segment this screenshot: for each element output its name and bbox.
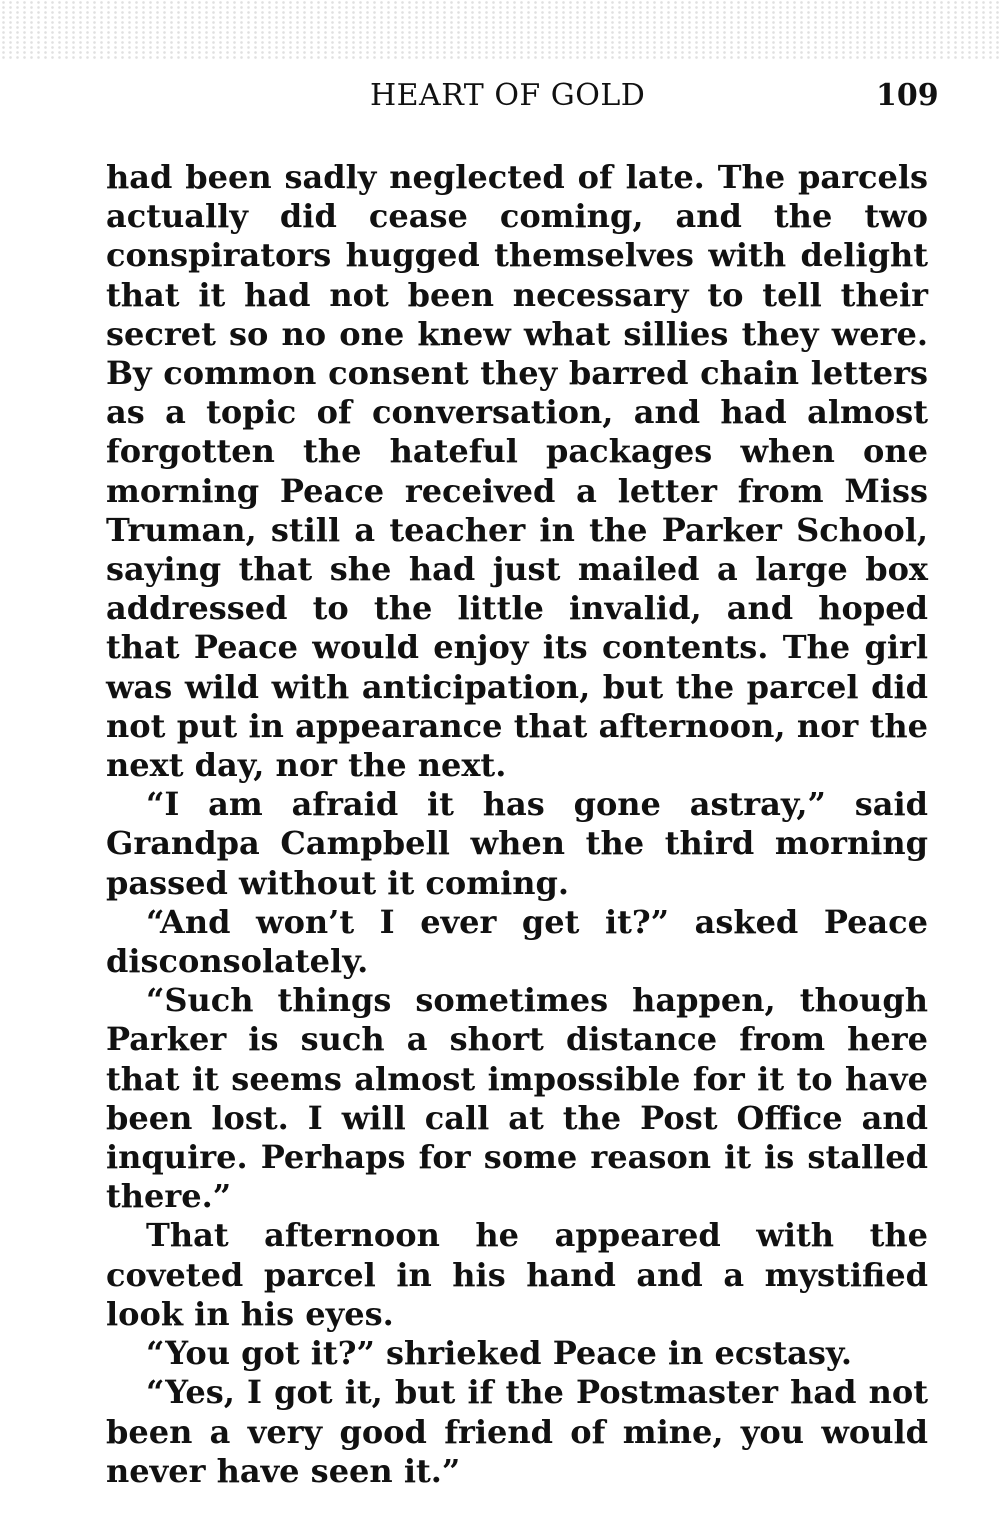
paragraph: “Such things sometimes happen, though Parker is such a short distance from here that it seems almost impossible for it to have been lost. I will call at the Post Office and inquire. Perhaps for some reason it is stalled there.” — [106, 981, 928, 1216]
paragraph: “And won’t I ever get it?” asked Peace disconsolately. — [106, 902, 928, 981]
paragraph: That afternoon he appeared with the coveted parcel in his hand and a mystified look in his eyes. — [106, 1216, 928, 1333]
paragraph: “Yes, I got it, but if the Postmaster had not been a very good friend of mine, you would never have seen it.” — [106, 1373, 928, 1490]
paragraph: “I am afraid it has gone astray,” said Grandpa Campbell when the third morning passed without it coming. — [106, 785, 928, 902]
page-number: 109 — [876, 78, 939, 113]
body-text — [106, 158, 928, 1491]
page-header — [0, 78, 1000, 118]
print-speckle — [0, 0, 1000, 60]
running-title: HEART OF GOLD — [370, 78, 646, 113]
paragraph: “You got it?” shrieked Peace in ecstasy. — [146, 1334, 852, 1373]
paragraph: had been sadly neglected of late. The parcels actually did cease coming, and the two conspirators hugged themselves with delight that it had not been necessary to tell their secret so no one knew what sillies they were. By common consent they barred chain letters as a topic of conversation, and had almost forgotten the hateful packages when one morning Peace received a letter from Miss Truman, still a teacher in the Parker School, saying that she had just mailed a large box addressed to the little invalid, and hoped that Peace would enjoy its contents. The girl was wild with anticipation, but the parcel did not put in appearance that afternoon, nor the next day, nor the next. — [106, 158, 928, 785]
